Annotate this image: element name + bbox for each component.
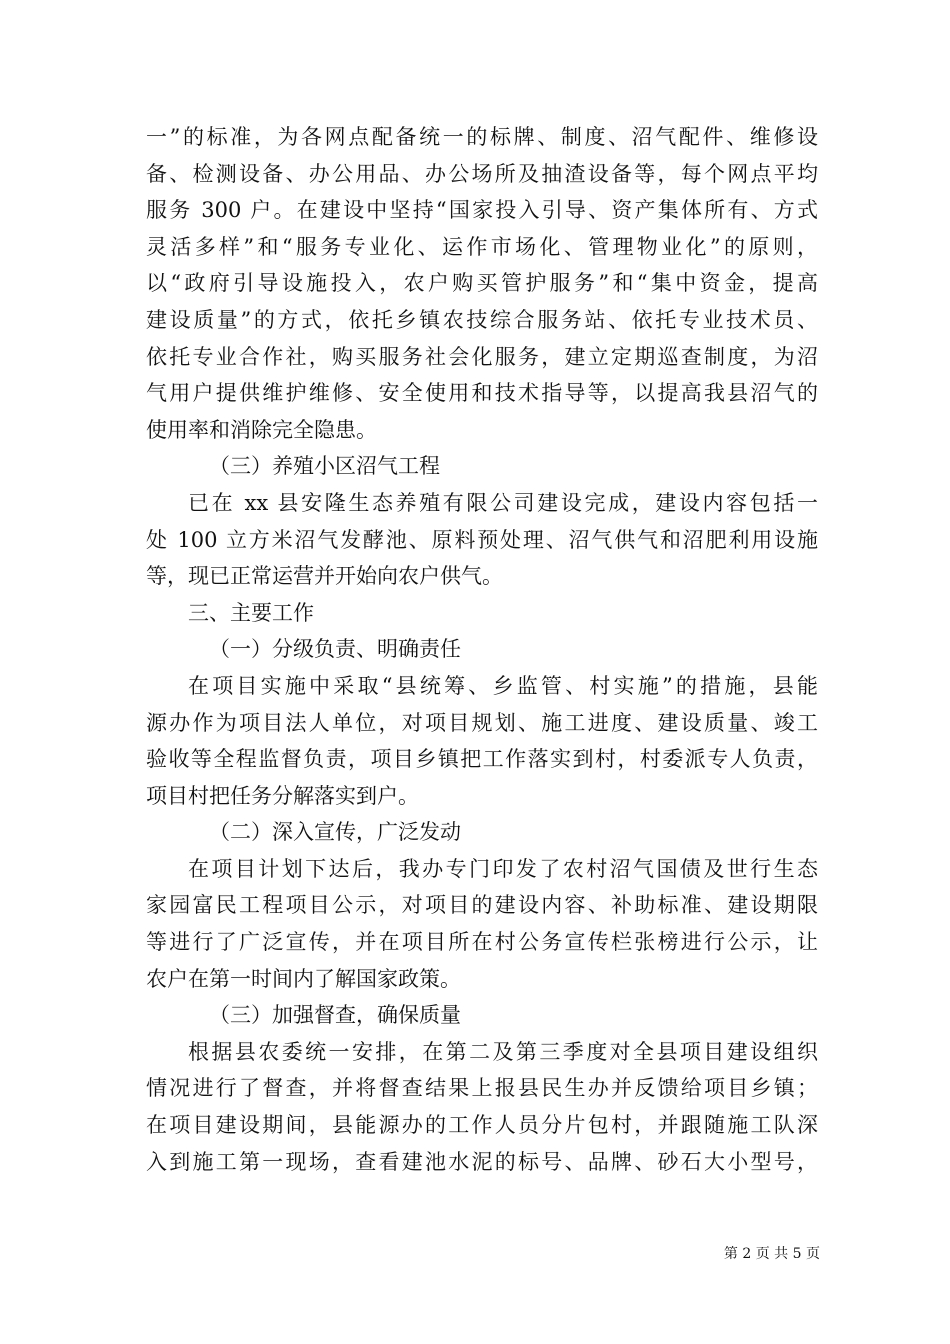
text-line: 根据县农委统一安排，在第二及第三季度对全县项目建设组织: [188, 1039, 818, 1064]
text-line: （三）加强督查，确保质量: [209, 1003, 461, 1028]
text-line: 气用户提供维护维修、安全使用和技术指导等，以提高我县沼气的: [146, 381, 818, 406]
text-line: （三）养殖小区沼气工程: [209, 454, 440, 479]
body-text: [146, 119, 818, 1180]
text-line: 服务 300 户。在建设中坚持“国家投入引导、资产集体所有、方式: [146, 198, 818, 223]
text-line: 源办作为项目法人单位，对项目规划、施工进度、建设质量、竣工: [146, 710, 818, 735]
text-line: 等，现已正常运营并开始向农户供气。: [146, 564, 503, 589]
text-line: 在项目建设期间，县能源办的工作人员分片包村，并跟随施工队深: [146, 1113, 818, 1138]
text-line: 使用率和消除完全隐患。: [146, 417, 377, 442]
text-line: 在项目实施中采取“县统筹、乡监管、村实施”的措施，县能: [188, 673, 818, 698]
text-line: 家园富民工程项目公示，对项目的建设内容、补助标准、建设期限: [146, 893, 818, 918]
text-line: 在项目计划下达后，我办专门印发了农村沼气国债及世行生态: [188, 856, 818, 881]
text-line: 情况进行了督查，并将督查结果上报县民生办并反馈给项目乡镇；: [146, 1076, 818, 1101]
text-line: 一”的标准，为各网点配备统一的标牌、制度、沼气配件、维修设: [146, 125, 818, 149]
text-line: 三、主要工作: [188, 600, 314, 625]
text-line: 建设质量”的方式，依托乡镇农技综合服务站、依托专业技术员、: [146, 307, 818, 332]
text-line: 以“政府引导设施投入，农户购买管护服务”和“集中资金，提高: [146, 271, 818, 296]
text-line: 灵活多样”和“服务专业化、运作市场化、管理物业化”的原则，: [146, 234, 818, 259]
text-line: 等进行了广泛宣传，并在项目所在村公务宣传栏张榜进行公示，让: [146, 930, 818, 955]
page-number: 第 2 页 共 5 页: [723, 1246, 820, 1262]
text-line: （一）分级负责、明确责任: [209, 637, 461, 662]
text-line: 验收等全程监督负责，项目乡镇把工作落实到村，村委派专人负责，: [146, 747, 818, 772]
text-line: 入到施工第一现场，查看建池水泥的标号、品牌、砂石大小型号，: [146, 1149, 818, 1174]
text-line: 依托专业合作社，购买服务社会化服务，建立定期巡查制度，为沼: [146, 344, 818, 369]
text-line: 处 100 立方米沼气发酵池、原料预处理、沼气供气和沼肥利用设施: [146, 527, 818, 552]
text-line: 农户在第一时间内了解国家政策。: [146, 966, 461, 991]
text-line: 项目村把任务分解落实到户。: [146, 783, 419, 808]
text-line: （二）深入宣传，广泛发动: [209, 820, 461, 845]
text-line: 已在 xx 县安隆生态养殖有限公司建设完成，建设内容包括一: [188, 490, 818, 515]
text-line: 备、检测设备、办公用品、办公场所及抽渣设备等，每个网点平均: [146, 161, 818, 186]
